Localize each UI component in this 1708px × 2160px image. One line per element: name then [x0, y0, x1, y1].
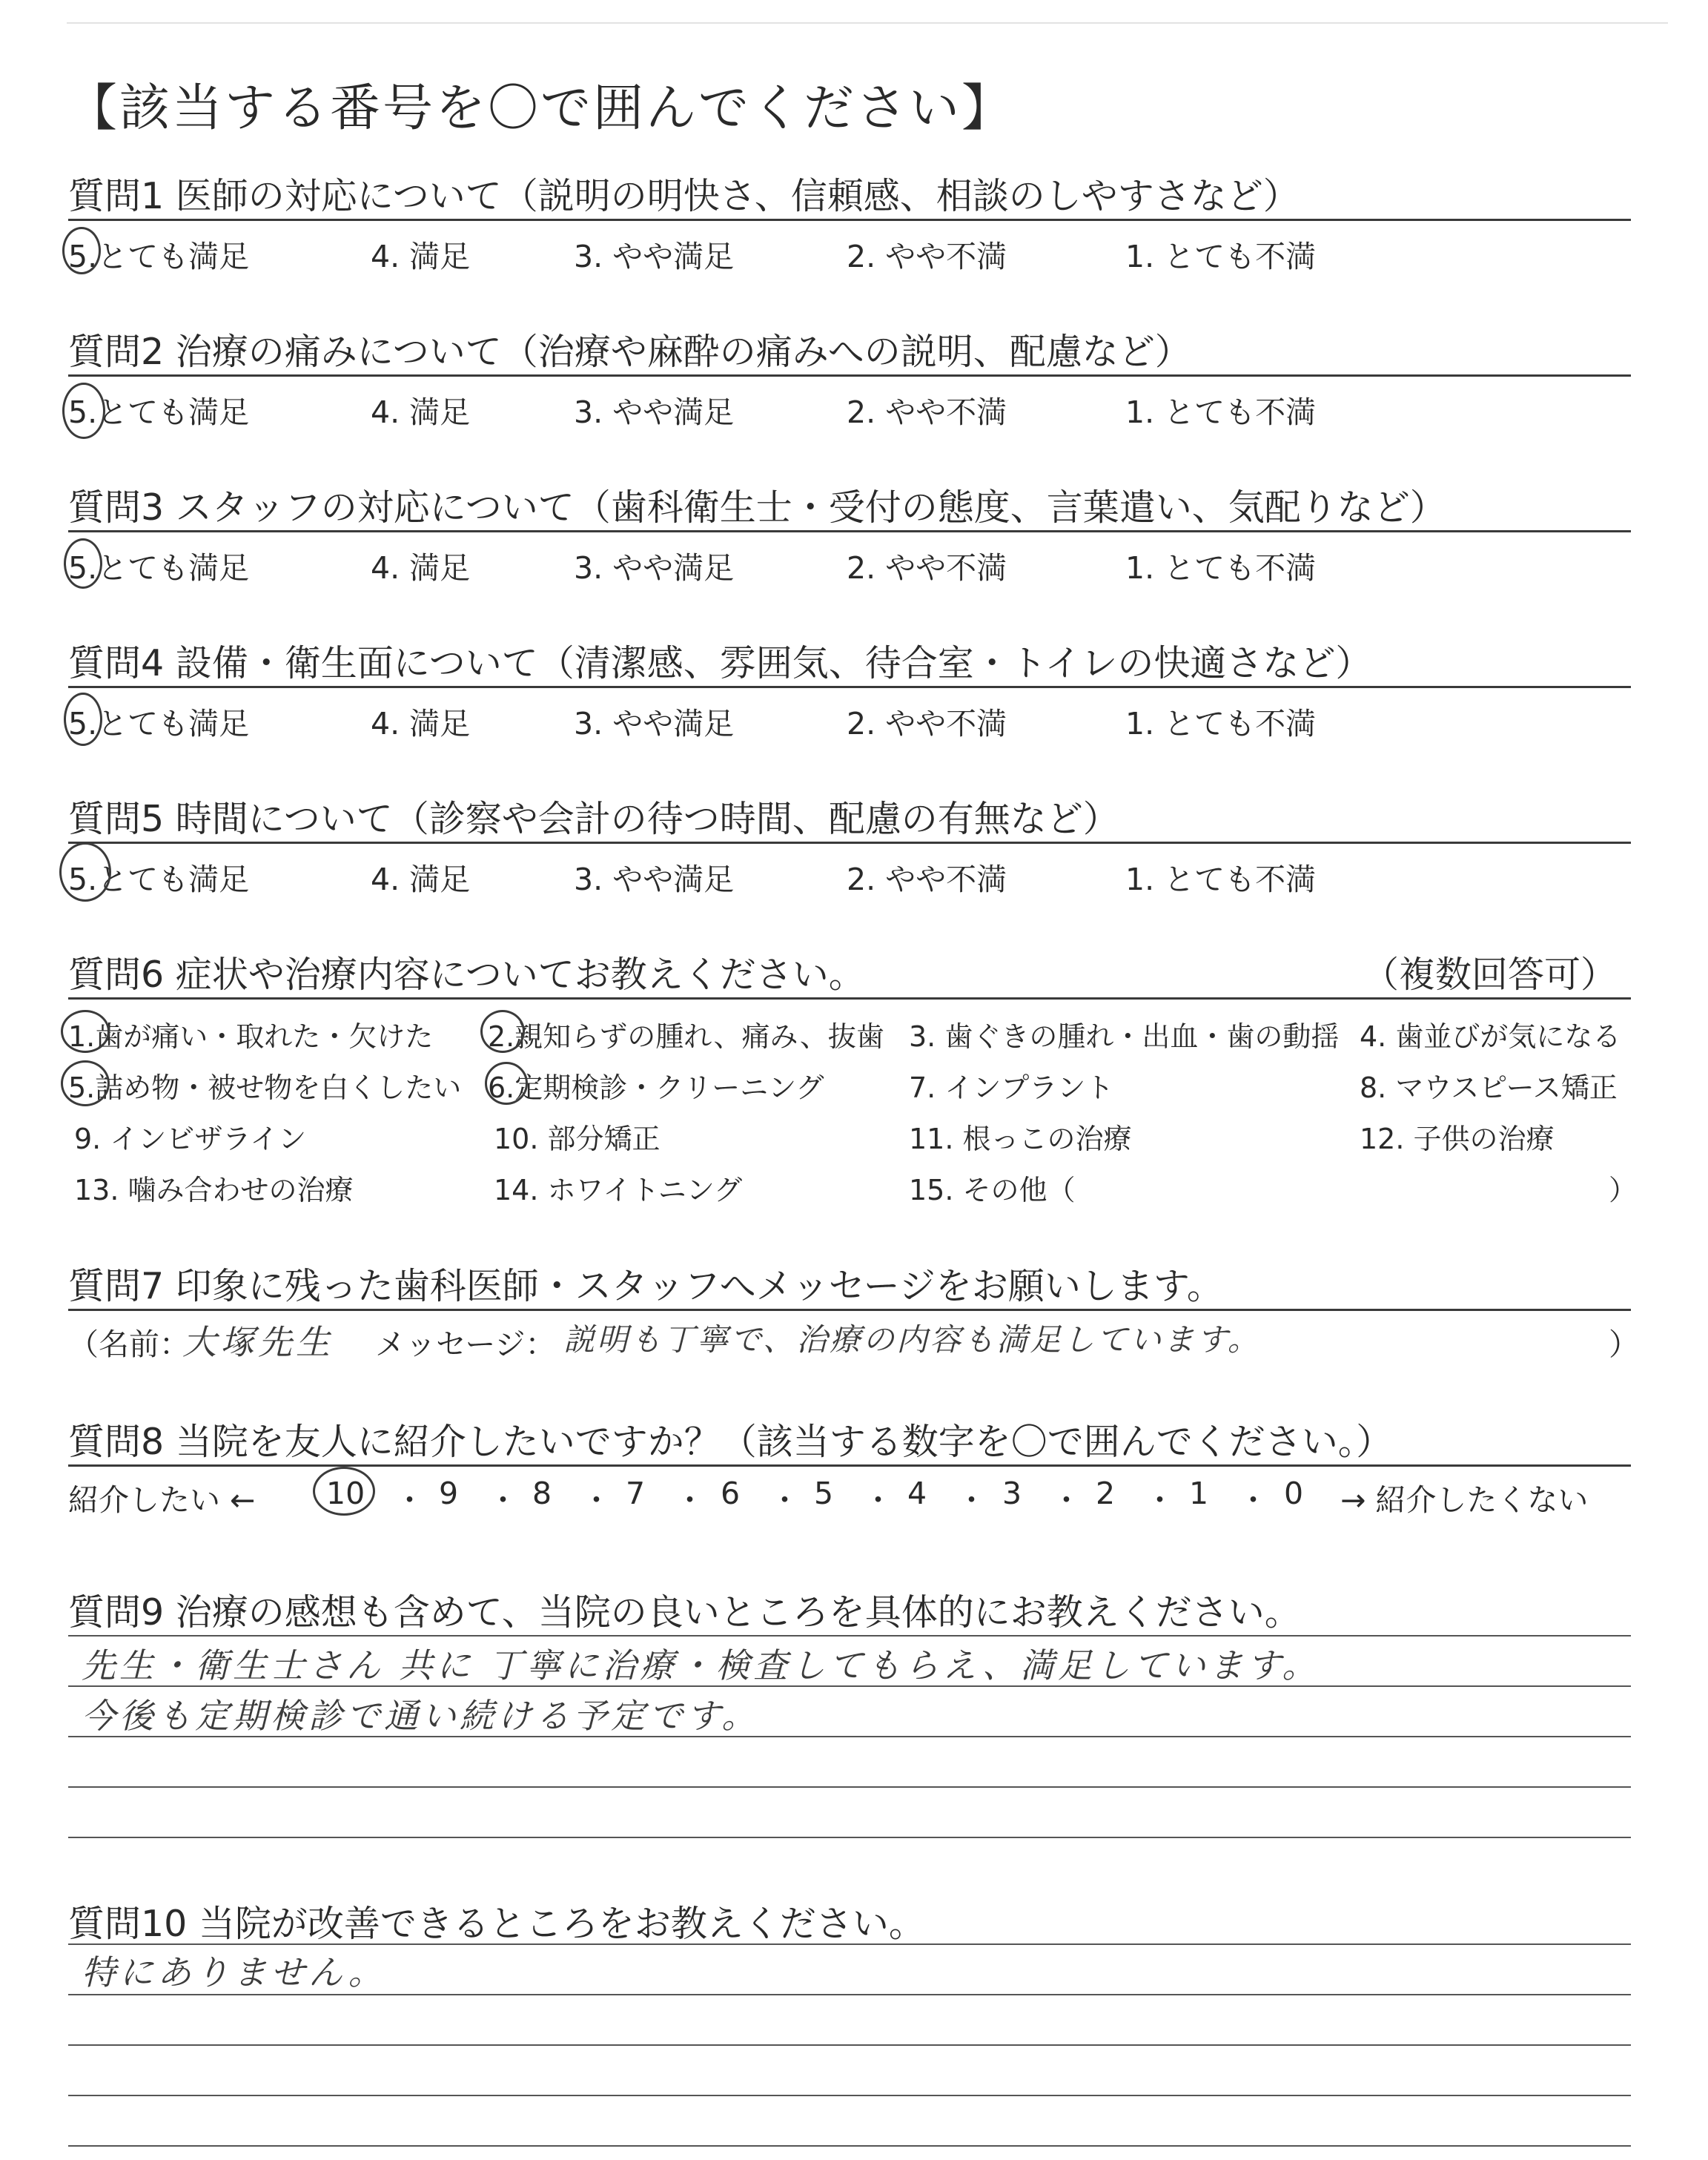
q6-option-2[interactable]: 2.親知らずの腫れ、痛み、抜歯	[488, 1020, 884, 1053]
q3-option-2[interactable]: 2. やや不満	[847, 550, 1007, 586]
q2-option-2[interactable]: 2. やや不満	[847, 394, 1007, 430]
q2-option-4[interactable]: 4. 満足	[371, 394, 471, 430]
question-9-label: 質問9 治療の感想も含めて、当院の良いところを具体的にお教えください。	[68, 1591, 1301, 1634]
q10-line-3	[68, 2044, 1631, 2046]
question-6-rule	[68, 997, 1631, 1000]
q3-option-4[interactable]: 4. 満足	[371, 550, 471, 586]
q6-option-3[interactable]: 3. 歯ぐきの腫れ・出血・歯の動揺	[909, 1020, 1340, 1053]
q4-option-1[interactable]: 1. とても不満	[1125, 706, 1317, 742]
q6-option-15-close: ）	[1609, 1174, 1638, 1206]
q8-separator: ・	[1051, 1482, 1082, 1518]
q1-option-3[interactable]: 3. やや満足	[574, 239, 735, 274]
q8-option-6[interactable]: 6	[721, 1476, 741, 1511]
q8-option-4[interactable]: 4	[907, 1476, 927, 1511]
q8-separator: ・	[1238, 1482, 1268, 1518]
q5-option-4[interactable]: 4. 満足	[371, 862, 471, 897]
q4-option-4[interactable]: 4. 満足	[371, 706, 471, 742]
question-7-label: 質問7 印象に残った歯科医師・スタッフへメッセージをお願いします。	[68, 1265, 1223, 1307]
question-4-label: 質問4 設備・衛生面について（清潔感、雰囲気、待合室・トイレの快適さなど）	[68, 642, 1372, 684]
q8-option-3[interactable]: 3	[1002, 1476, 1022, 1511]
question-1-rule	[68, 219, 1631, 221]
q1-option-2[interactable]: 2. やや不満	[847, 239, 1007, 274]
q4-option-5[interactable]: 5.とても満足	[68, 706, 250, 742]
q8-option-10[interactable]: 10	[326, 1476, 365, 1511]
q9-answer-line-1[interactable]: 先生・衛生士さん 共に 丁寧に治療・検査してもらえ、満足しています。	[82, 1645, 1320, 1685]
q10-answer-line-1[interactable]: 特にありません。	[82, 1952, 386, 1992]
q8-option-0[interactable]: 0	[1284, 1476, 1304, 1511]
q4-option-2[interactable]: 2. やや不満	[847, 706, 1007, 742]
q8-option-9[interactable]: 9	[439, 1476, 459, 1511]
q2-option-3[interactable]: 3. やや満足	[574, 394, 735, 430]
q10-line-5	[68, 2145, 1631, 2147]
q5-option-2[interactable]: 2. やや不満	[847, 862, 1007, 897]
question-6-label: 質問6 症状や治療内容についてお教えください。	[68, 954, 865, 996]
q8-option-7[interactable]: 7	[626, 1476, 646, 1511]
q2-option-5[interactable]: 5.とても満足	[68, 394, 250, 430]
q3-option-5[interactable]: 5.とても満足	[68, 550, 250, 586]
q4-option-3[interactable]: 3. やや満足	[574, 706, 735, 742]
question-8-rule	[68, 1464, 1631, 1467]
q8-right-label: → 紹介したくない	[1340, 1482, 1589, 1518]
question-2-rule	[68, 374, 1631, 377]
question-8-label: 質問8 当院を友人に紹介したいですか？（該当する数字を〇で囲んでください。）	[68, 1421, 1393, 1463]
q8-option-2[interactable]: 2	[1096, 1476, 1116, 1511]
q5-option-5[interactable]: 5.とても満足	[68, 862, 250, 897]
q8-separator: ・	[863, 1482, 893, 1518]
q10-line-4	[68, 2095, 1631, 2096]
q8-left-label: 紹介したい ←	[68, 1482, 256, 1518]
q10-line-1	[68, 1943, 1631, 1945]
q6-option-8[interactable]: 8. マウスピース矯正	[1360, 1071, 1618, 1104]
question-7-rule	[68, 1309, 1631, 1311]
page-title: 【該当する番号を〇で囲んでください】	[67, 79, 1015, 138]
q6-option-6[interactable]: 6.定期検診・クリーニング	[488, 1071, 824, 1104]
q8-separator: ・	[488, 1482, 518, 1518]
q8-separator: ・	[394, 1482, 425, 1518]
question-6-note: （複数回答可）	[1363, 954, 1618, 996]
q6-option-5[interactable]: 5.詰め物・被せ物を白くしたい	[68, 1071, 462, 1104]
q6-option-13[interactable]: 13. 噛み合わせの治療	[74, 1174, 354, 1206]
q1-option-5[interactable]: 5.とても満足	[68, 239, 250, 274]
q9-line-5	[68, 1837, 1631, 1838]
q8-option-1[interactable]: 1	[1189, 1476, 1209, 1511]
q8-separator: ・	[769, 1482, 800, 1518]
q5-option-1[interactable]: 1. とても不満	[1125, 862, 1317, 897]
question-2-label: 質問2 治療の痛みについて（治療や麻酔の痛みへの説明、配慮など）	[68, 331, 1191, 373]
q8-separator: ・	[581, 1482, 612, 1518]
q6-option-4[interactable]: 4. 歯並びが気になる	[1360, 1020, 1621, 1053]
top-edge-line	[67, 22, 1668, 24]
q1-option-4[interactable]: 4. 満足	[371, 239, 471, 274]
q2-option-1[interactable]: 1. とても不満	[1125, 394, 1317, 430]
q7-close-paren: ）	[1609, 1327, 1639, 1362]
q6-option-1[interactable]: 1.歯が痛い・取れた・欠けた	[68, 1020, 434, 1053]
q6-option-7[interactable]: 7. インプラント	[909, 1071, 1114, 1104]
q8-separator: ・	[956, 1482, 987, 1518]
q5-option-3[interactable]: 3. やや満足	[574, 862, 735, 897]
q8-option-5[interactable]: 5	[814, 1476, 834, 1511]
q9-answer-line-2[interactable]: 今後も定期検診で通い続ける予定です。	[82, 1696, 760, 1736]
q3-option-3[interactable]: 3. やや満足	[574, 550, 735, 586]
q7-name-answer[interactable]: 大塚先生	[182, 1322, 334, 1362]
q1-option-1[interactable]: 1. とても不満	[1125, 239, 1317, 274]
q8-separator: ・	[675, 1482, 705, 1518]
question-10-label: 質問10 当院が改善できるところをお教えください。	[68, 1903, 925, 1945]
q6-option-14[interactable]: 14. ホワイトニング	[494, 1174, 743, 1206]
q6-option-10[interactable]: 10. 部分矯正	[494, 1123, 661, 1155]
question-5-label: 質問5 時間について（診察や会計の待つ時間、配慮の有無など）	[68, 798, 1119, 840]
question-1-label: 質問1 医師の対応について（説明の明快さ、信頼感、相談のしやすさなど）	[68, 175, 1300, 217]
q7-name-label: （名前：	[68, 1327, 190, 1362]
q6-option-9[interactable]: 9. インビザライン	[74, 1123, 307, 1155]
question-5-rule	[68, 842, 1631, 844]
q8-separator: ・	[1145, 1482, 1175, 1518]
q8-option-8[interactable]: 8	[532, 1476, 552, 1511]
q9-line-4	[68, 1786, 1631, 1788]
question-3-label: 質問3 スタッフの対応について（歯科衛生士・受付の態度、言葉遣い、気配りなど）	[68, 486, 1446, 529]
question-4-rule	[68, 686, 1631, 688]
question-3-rule	[68, 530, 1631, 532]
q9-line-1	[68, 1635, 1631, 1636]
q6-option-11[interactable]: 11. 根っこの治療	[909, 1123, 1132, 1155]
q6-option-15[interactable]: 15. その他（	[909, 1174, 1076, 1206]
q7-message-answer[interactable]: 説明も丁寧で、治療の内容も満足しています。	[563, 1321, 1261, 1358]
q6-option-12[interactable]: 12. 子供の治療	[1360, 1123, 1555, 1155]
q3-option-1[interactable]: 1. とても不満	[1125, 550, 1317, 586]
q7-message-label: メッセージ：	[375, 1327, 556, 1362]
